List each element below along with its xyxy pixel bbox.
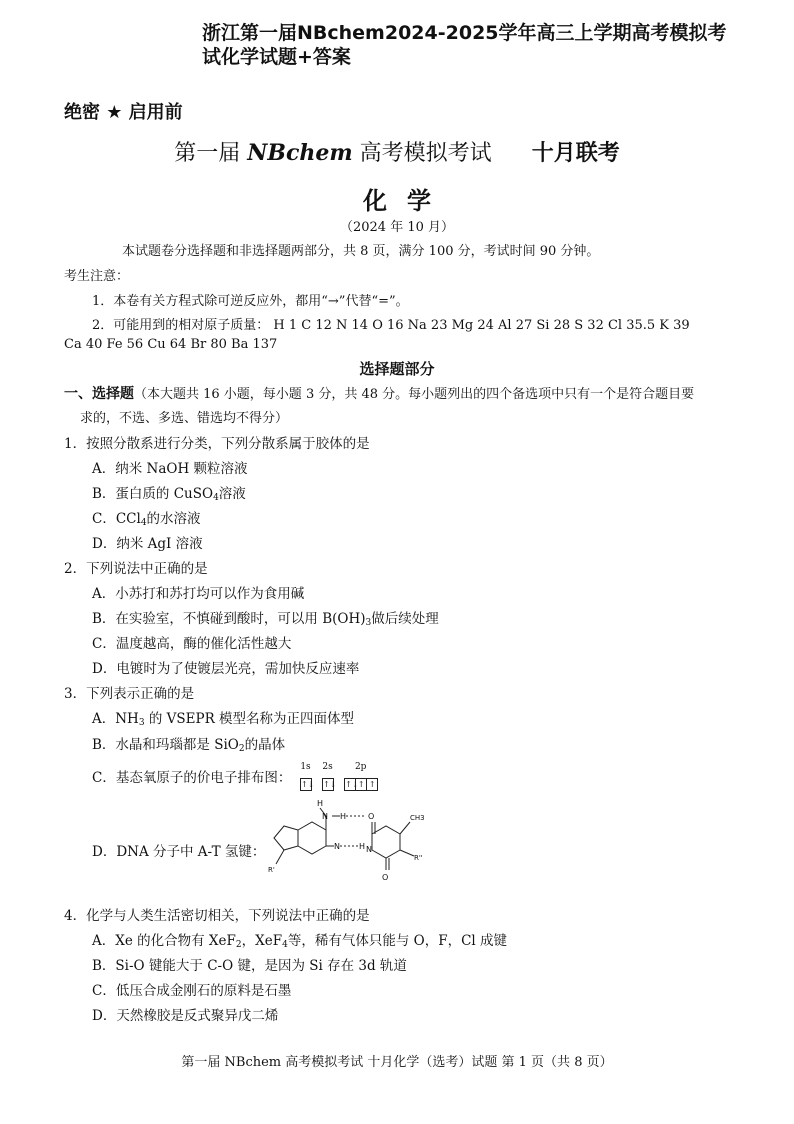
q1-option-d: D．纳米 AgI 溶液 (92, 536, 203, 552)
subject-title: 化学 (363, 186, 451, 215)
orbital-label: 2p (354, 762, 367, 772)
orbital-box: ↑↓ (323, 780, 337, 789)
q3-option-b: B．水晶和玛瑙都是 SiO$_2$的晶体 (92, 737, 286, 754)
exam-title-prefix: 第一届 (174, 141, 241, 166)
dna-label-r2: R'' (414, 854, 423, 862)
exam-title-month: 十月联考 (531, 140, 620, 166)
orbital-group-2s (322, 762, 337, 791)
q3-option-a: A．$NH_3$ 的 VSEPR 模型名称为正四面体型 (92, 711, 355, 728)
orbital-box: ↑ (355, 778, 367, 791)
orbital-group-1s (300, 762, 315, 791)
q1-option-b: B．蛋白质的 CuSO$_4$溶液 (92, 486, 246, 503)
dna-label-h-ring: H (359, 842, 366, 851)
dna-label-o-bottom: O (382, 873, 389, 882)
intro-text: 本试题卷分选择题和非选择题两部分，共 8 页，满分 100 分，考试时间 90 分钟。 (122, 244, 600, 259)
notice-heading: 考生注意： (64, 269, 130, 284)
q1-option-a: A．纳米 NaOH 颗粒溶液 (92, 461, 248, 477)
q4-option-b: B．Si-O 键能大于 C-O 键，是因为 Si 存在 3d 轨道 (92, 958, 407, 974)
dna-label-h-top: H (317, 799, 324, 808)
notice-item-2: 2．可能用到的相对原子质量： H 1 C 12 N 14 O 16 Na 23 Mg 24 Al 27 Si 28 S 32 Cl 35.5 K 39 (92, 318, 690, 333)
orbital-label: 2s (322, 762, 333, 772)
exam-title-suffix: 高考模拟考试 (359, 141, 492, 166)
q4-option-a: A．Xe 的化合物有 XeF$_2$，XeF$_4$等，稀有气体只能与 O，F，Cl 成键 (92, 933, 508, 950)
document-source-title-line2: 试化学试题+答案 (202, 46, 351, 68)
q2-option-d: D．电镀时为了使镀层光亮，需加快反应速率 (92, 661, 360, 677)
q1-stem: 1．按照分散系进行分类，下列分散系属于胶体的是 (64, 436, 370, 452)
orbital-label: 1s (300, 762, 311, 772)
orbital-box: ↑ (366, 778, 378, 791)
orbital-diagram (300, 762, 383, 791)
notice-item-2-cont: Ca 40 Fe 56 Cu 64 Br 80 Ba 137 (64, 337, 278, 352)
q3-option-d: D．DNA 分子中 A-T 氢键： (92, 844, 266, 860)
exam-title-brand: NBchem (247, 140, 353, 166)
q4-option-c: C．低压合成金刚石的原料是石墨 (92, 983, 292, 999)
exam-title (0, 136, 794, 167)
q2-option-b: B．在实验室，不慎碰到酸时，可以用 $B(OH)_3$做后续处理 (92, 611, 439, 628)
part1-desc: （本大题共 16 小题，每小题 3 分，共 48 分。每小题列出的四个备选项中只有一个是符合题目要 (134, 387, 695, 402)
q2-stem: 2．下列说法中正确的是 (64, 561, 208, 577)
page-footer: 第一届 NBchem 高考模拟考试 十月化学（选考）试题 第 1 页（共 8 页） (181, 1055, 613, 1070)
part1-label: 一、选择题 (64, 386, 134, 402)
q3-stem: 3．下列表示正确的是 (64, 686, 195, 702)
dna-label-r1: R' (268, 866, 275, 874)
q2-option-c: C．温度越高，酶的催化活性越大 (92, 636, 292, 652)
part1-header (64, 383, 694, 403)
exam-date: （2024 年 10 月） (339, 220, 455, 235)
dna-label-n-ring: N (334, 842, 340, 851)
q4-option-d: D．天然橡胶是反式聚异戊二烯 (92, 1008, 279, 1024)
orbital-box: ↑↓ (345, 780, 359, 789)
notice-item-1: 1．本卷有关方程式除可逆反应外，都用“→”代替“=”。 (92, 294, 409, 309)
q1-option-c: C．CCl$_4$的水溶液 (92, 511, 201, 528)
section-title: 选择题部分 (359, 360, 435, 378)
orbital-box: ↑↓ (301, 780, 315, 789)
dna-label-n-thymine: N (366, 845, 372, 854)
dna-label-n-amine: N (322, 812, 328, 821)
document-source-title-line1: 浙江第一届NBchem2024-2025学年高三上学期高考模拟考 (202, 22, 727, 44)
q3-option-c: C．基态氧原子的价电子排布图： (92, 770, 292, 786)
dna-label-o-top: O (368, 812, 375, 821)
dna-label-methyl: CH3 (410, 814, 425, 822)
dna-hydrogen-bond-structure (262, 798, 442, 893)
part1-desc-cont: 求的，不选、多选、错选均不得分） (80, 411, 289, 426)
q2-option-a: A．小苏打和苏打均可以作为食用碱 (92, 586, 305, 602)
dna-label-h-amine: H (340, 812, 347, 821)
q4-stem: 4．化学与人类生活密切相关，下列说法中正确的是 (64, 908, 370, 924)
orbital-group-2p (344, 762, 377, 791)
secret-label: 绝密 ★ 启用前 (64, 102, 183, 123)
